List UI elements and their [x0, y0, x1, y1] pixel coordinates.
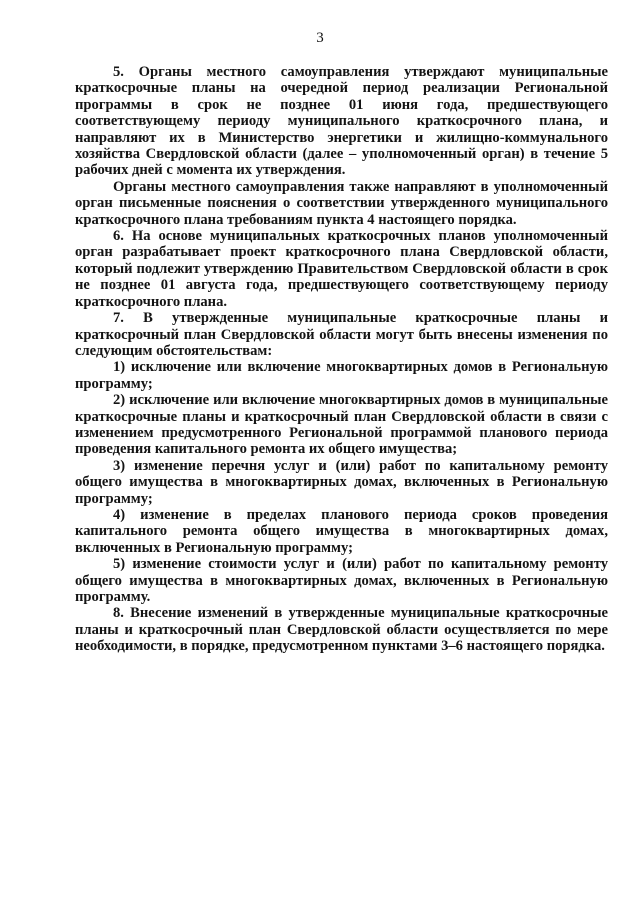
list-item-1: 1) исключение или включение многоквартирных домов в Региональную программу;	[75, 359, 608, 392]
page-number: 3	[316, 30, 324, 46]
list-item-5: 5) изменение стоимости услуг и (или) работ по капитальному ремонту общего имущества в многоквартирных домах, включенных в Региональную программу.	[75, 556, 608, 605]
list-item-4: 4) изменение в пределах планового периода сроков проведения капитального ремонта общего имущества в многоквартирных домах, включенных в Региональную программу;	[75, 506, 608, 556]
list-item-2: 2) исключение или включение многоквартирных домов в муниципальные краткосрочные планы и краткосрочный план Свердловской области в связи с изменением предусмотренного Региональной программой планового периода проведения капитального ремонта их общего имущества;	[75, 392, 608, 458]
list-item-3: 3) изменение перечня услуг и (или) работ по капитальному ремонту общего имущества в многоквартирных домах, включенных в Региональную программу;	[75, 457, 608, 507]
paragraph-5: 5. Органы местного самоуправления утверждают муниципальные краткосрочные планы на очередной период реализации Региональной программы в срок не позднее 01 июня года, предшествующего соответствующему периоду муниципального краткосрочного плана, и направляют их в Министерство энергетики и жилищно-коммунального хозяйства Свердловской области (далее – уполномоченный орган) в течение 5 рабочих дней с момента их утверждения.	[75, 64, 608, 179]
paragraph-6: 6. На основе муниципальных краткосрочных планов уполномоченный орган разрабатывает проект краткосрочного плана Свердловской области, который подлежит утверждению Правительством Свердловской области в срок не позднее 01 августа года, предшествующего соответствующему периоду краткосрочного плана.	[75, 228, 608, 310]
paragraph-5-addendum: Органы местного самоуправления также направляют в уполномоченный орган письменные пояснения о соответствии утвержденного муниципального краткосрочного плана требованиям пункта 4 настоящего порядка.	[75, 178, 608, 228]
document-body	[75, 64, 608, 655]
paragraph-8: 8. Внесение изменений в утвержденные муниципальные краткосрочные планы и краткосрочный план Свердловской области осуществляется по мере необходимости, в порядке, предусмотренном пунктами 3–6 настоящего порядка.	[75, 605, 608, 655]
paragraph-7: 7. В утвержденные муниципальные краткосрочные планы и краткосрочный план Свердловской области могут быть внесены изменения по следующим обстоятельствам:	[75, 310, 608, 359]
